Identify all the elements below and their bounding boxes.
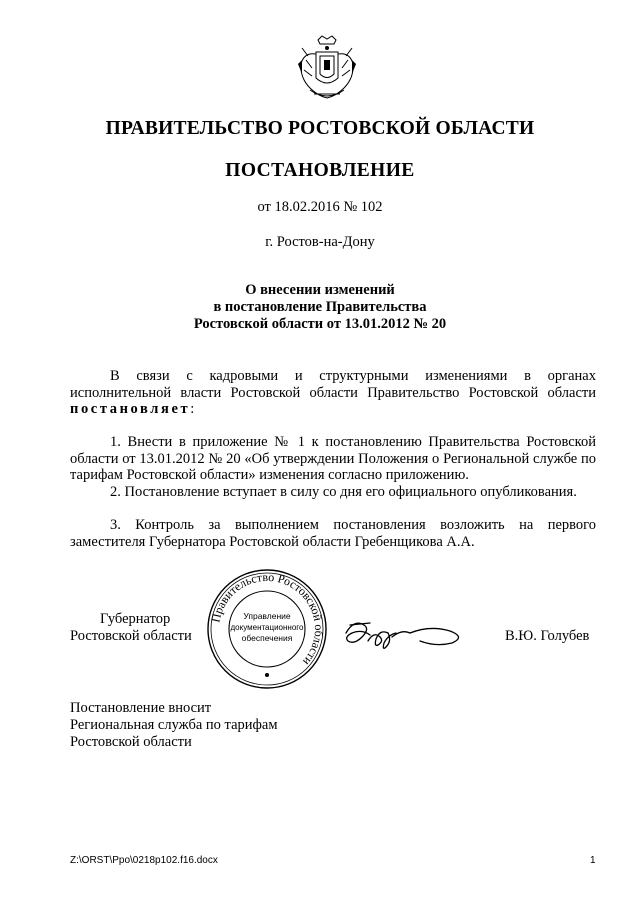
item-1-paragraph: 1. Внести в приложение № 1 к постановлению Правительства Ростовской области от 13.01.2012 № 20 «Об утверждении Положения о Региональной службе по тарифам Ростовской области» изменения согласно приложению. — [70, 434, 596, 483]
official-seal — [205, 567, 329, 691]
submitted-by-line-1: Постановление вносит — [70, 700, 212, 716]
subject-line-3: Ростовской области от 13.01.2012 № 20 — [193, 316, 447, 332]
seal-inner-line-1: Управление — [243, 611, 291, 621]
coat-of-arms-icon — [296, 34, 358, 104]
subject-line-2: в постановление Правительства — [213, 299, 427, 315]
seal-inner-line-2: документационного — [230, 623, 304, 632]
signatory-title-line-1: Губернатор — [100, 611, 171, 627]
item-3-paragraph: 3. Контроль за выполнением постановления возложить на первого заместителя Губернатора Ростовской области Гребенщикова А.А. — [70, 517, 596, 550]
footer-file-path: Z:\ORST\Ppo\0218p102.f16.docx — [70, 855, 218, 866]
preamble-paragraph — [70, 368, 596, 418]
seal-inner-line-3: обеспечения — [241, 633, 293, 643]
document-subject — [0, 282, 640, 333]
date-number: от 18.02.2016 № 102 — [257, 199, 383, 215]
submitted-by-block — [70, 700, 278, 750]
preamble-text: В связи с кадровыми и структурными изменениями в органах исполнительной власти Ростовской области Правительство Ростовской области — [70, 368, 596, 401]
organization-heading: ПРАВИТЕЛЬСТВО РОСТОВСКОЙ ОБЛАСТИ — [105, 118, 535, 139]
submitted-by-line-2: Региональная служба по тарифам — [70, 716, 278, 733]
item-2-paragraph: 2. Постановление вступает в силу со дня его официального опубликования. — [110, 484, 577, 500]
subject-line-1: О внесении изменений — [245, 282, 395, 298]
handwritten-signature — [340, 611, 470, 655]
document-type-heading: ПОСТАНОВЛЕНИЕ — [225, 160, 415, 181]
submitted-by-line-3: Ростовской области — [70, 733, 192, 750]
signatory-title — [70, 611, 210, 644]
resolves-colon: : — [190, 401, 195, 417]
city: г. Ростов-на-Дону — [265, 234, 375, 250]
seal-dot — [265, 673, 269, 677]
resolves-word: постановляет — [70, 401, 191, 417]
signatory-title-line-2: Ростовской области — [70, 627, 192, 644]
seal-ring-text: Правительство Ростовской области — [208, 569, 327, 669]
page-number: 1 — [590, 855, 596, 866]
signatory-name: В.Ю. Голубев — [505, 628, 590, 644]
